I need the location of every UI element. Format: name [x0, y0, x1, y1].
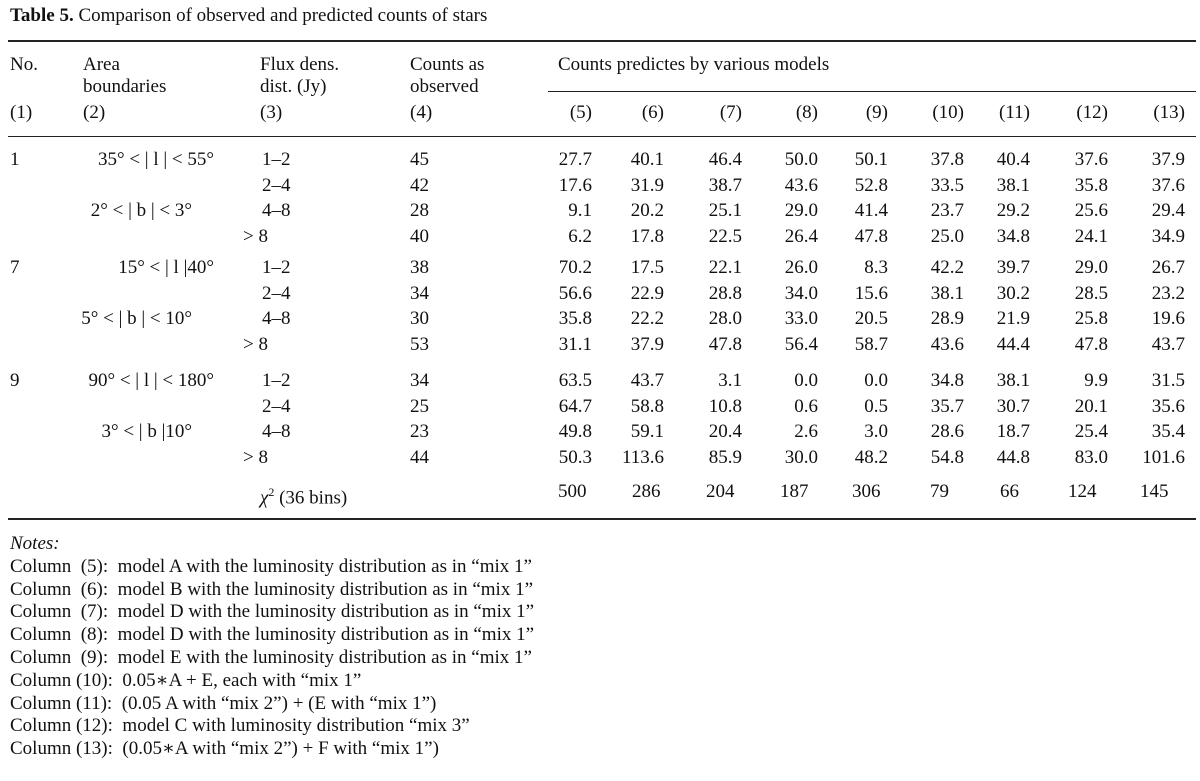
- predicted-count: 44.8: [996, 447, 1030, 468]
- notes-title: Notes:: [10, 533, 60, 554]
- predicted-count: 43.7: [630, 370, 664, 391]
- header-counts-line1: Counts as: [410, 54, 485, 75]
- flux-range: 4–8: [262, 421, 291, 442]
- flux-range: 2–4: [262, 175, 291, 196]
- chi-square-value: 187: [780, 481, 809, 502]
- chi-square-value: 500: [558, 481, 587, 502]
- chi-square-label: $\chi^2$ (36 bins): [260, 485, 348, 509]
- predicted-count: 6.2: [568, 226, 592, 247]
- predicted-count: 113.6: [621, 447, 664, 468]
- predicted-count: 30.2: [996, 283, 1030, 304]
- predicted-count: 54.8: [930, 447, 964, 468]
- predicted-count: 26.7: [1151, 257, 1185, 278]
- predicted-count: 2.6: [794, 421, 818, 442]
- column-number: (11): [999, 102, 1030, 123]
- predicted-count: 63.5: [558, 370, 592, 391]
- predicted-count: 22.2: [630, 308, 664, 329]
- note-line: Column (5): model A with the luminosity distribution as in “mix 1”: [10, 555, 532, 577]
- chi-square-value: 124: [1068, 481, 1097, 502]
- column-number: (13): [1153, 102, 1185, 123]
- predicted-count: 21.9: [996, 308, 1030, 329]
- column-number: (5): [569, 102, 592, 123]
- predicted-subrule: [548, 91, 1196, 92]
- predicted-count: 83.0: [1074, 447, 1108, 468]
- predicted-count: 50.0: [784, 149, 818, 170]
- predicted-count: 38.1: [996, 175, 1030, 196]
- observed-count: 44: [410, 447, 429, 468]
- predicted-count: 47.8: [854, 226, 888, 247]
- predicted-count: 35.8: [558, 308, 592, 329]
- group-number: 9: [10, 370, 20, 391]
- predicted-count: 50.1: [854, 149, 888, 170]
- predicted-count: 40.4: [996, 149, 1030, 170]
- column-number: (12): [1076, 102, 1108, 123]
- chi-square-value: 204: [706, 481, 735, 502]
- header-flux-line2: dist. (Jy): [260, 76, 327, 97]
- predicted-count: 28.0: [708, 308, 742, 329]
- observed-count: 34: [410, 370, 429, 391]
- predicted-count: 10.8: [708, 396, 742, 417]
- predicted-count: 3.1: [718, 370, 742, 391]
- predicted-count: 48.2: [854, 447, 888, 468]
- chi-square-value: 79: [930, 481, 949, 502]
- header-no: No.: [10, 54, 38, 75]
- predicted-count: 37.6: [1074, 149, 1108, 170]
- column-number: (6): [641, 102, 664, 123]
- predicted-count: 64.7: [558, 396, 592, 417]
- predicted-count: 0.6: [794, 396, 818, 417]
- chi-square-value: 66: [1000, 481, 1019, 502]
- predicted-count: 70.2: [558, 257, 592, 278]
- flux-range: 4–8: [262, 200, 291, 221]
- header-counts-line2: observed: [410, 76, 479, 97]
- predicted-count: 34.9: [1151, 226, 1185, 247]
- predicted-count: 23.7: [930, 200, 964, 221]
- note-line: Column (7): model D with the luminosity distribution as in “mix 1”: [10, 601, 535, 623]
- flux-range: > 8: [243, 226, 268, 247]
- observed-count: 40: [410, 226, 429, 247]
- predicted-count: 26.0: [784, 257, 818, 278]
- observed-count: 38: [410, 257, 429, 278]
- top-rule: [8, 40, 1196, 42]
- note-line: Column (9): model E with the luminosity distribution as in “mix 1”: [10, 646, 532, 668]
- predicted-count: 85.9: [708, 447, 742, 468]
- predicted-count: 34.8: [996, 226, 1030, 247]
- note-line: Column (8): model D with the luminosity distribution as in “mix 1”: [10, 624, 535, 646]
- predicted-count: 37.9: [630, 334, 664, 355]
- predicted-count: 20.1: [1074, 396, 1108, 417]
- predicted-count: 34.8: [930, 370, 964, 391]
- predicted-count: 35.4: [1151, 421, 1185, 442]
- predicted-count: 25.0: [930, 226, 964, 247]
- bottom-rule: [8, 518, 1196, 520]
- column-number: (4): [410, 102, 433, 123]
- observed-count: 23: [410, 421, 429, 442]
- header-area-line2: boundaries: [83, 76, 167, 97]
- header-flux-line1: Flux dens.: [260, 54, 340, 75]
- predicted-count: 26.4: [784, 226, 818, 247]
- predicted-count: 47.8: [1074, 334, 1108, 355]
- predicted-count: 20.4: [708, 421, 742, 442]
- predicted-count: 39.7: [996, 257, 1030, 278]
- notes-block: [10, 533, 534, 761]
- note-line: Column (11): (0.05 A with “mix 2”) + (E with “mix 1”): [10, 692, 437, 714]
- header-predicted: Counts predictes by various models: [558, 54, 830, 75]
- flux-range: 4–8: [262, 308, 291, 329]
- predicted-count: 0.0: [794, 370, 818, 391]
- header-rule: [8, 136, 1196, 137]
- predicted-count: 22.9: [630, 283, 664, 304]
- observed-count: 30: [410, 308, 429, 329]
- header-area-line1: Area: [83, 54, 120, 75]
- predicted-count: 31.1: [558, 334, 592, 355]
- predicted-count: 33.5: [930, 175, 964, 196]
- predicted-count: 25.1: [708, 200, 742, 221]
- column-number: (1): [10, 102, 33, 123]
- predicted-count: 37.8: [930, 149, 964, 170]
- predicted-count: 47.8: [708, 334, 742, 355]
- observed-count: 28: [410, 200, 429, 221]
- predicted-count: 20.2: [630, 200, 664, 221]
- area-l-boundary: 35° < | l | < 55°: [97, 149, 214, 170]
- predicted-count: 59.1: [630, 421, 664, 442]
- predicted-count: 25.8: [1074, 308, 1108, 329]
- column-number: (3): [260, 102, 283, 123]
- predicted-count: 35.6: [1151, 396, 1185, 417]
- predicted-count: 25.6: [1074, 200, 1108, 221]
- predicted-count: 24.1: [1074, 226, 1108, 247]
- predicted-count: 23.2: [1151, 283, 1185, 304]
- note-line: Column (12): model C with luminosity distribution “mix 3”: [10, 715, 470, 737]
- predicted-count: 41.4: [854, 200, 888, 221]
- area-b-boundary: 5° < | b | < 10°: [81, 308, 192, 330]
- predicted-count: 38.1: [930, 283, 964, 304]
- predicted-count: 50.3: [558, 447, 592, 468]
- predicted-count: 28.9: [930, 308, 964, 329]
- predicted-count: 29.0: [1074, 257, 1108, 278]
- predicted-count: 30.7: [996, 396, 1030, 417]
- notes-lines: [10, 556, 534, 761]
- predicted-count: 17.8: [630, 226, 664, 247]
- predicted-count: 34.0: [784, 283, 818, 304]
- predicted-count: 56.4: [784, 334, 818, 355]
- predicted-count: 28.6: [930, 421, 964, 442]
- predicted-count: 49.8: [558, 421, 592, 442]
- observed-count: 34: [410, 283, 429, 304]
- note-line: Column (10): 0.05∗A + E, each with “mix 1”: [10, 669, 362, 691]
- predicted-count: 37.6: [1151, 175, 1185, 196]
- table-caption-label: Table 5.: [10, 5, 74, 26]
- predicted-count: 29.2: [996, 200, 1030, 221]
- predicted-count: 58.8: [630, 396, 664, 417]
- observed-count: 45: [410, 149, 429, 170]
- group-number: 1: [10, 149, 20, 170]
- column-number: (10): [932, 102, 964, 123]
- predicted-count: 38.7: [708, 175, 742, 196]
- group-number: 7: [10, 257, 20, 278]
- column-number: (9): [865, 102, 888, 123]
- predicted-count: 17.5: [630, 257, 664, 278]
- flux-range: 1–2: [262, 370, 291, 391]
- predicted-count: 38.1: [996, 370, 1030, 391]
- column-number: (2): [83, 102, 106, 123]
- flux-range: 2–4: [262, 283, 291, 304]
- predicted-count: 31.9: [630, 175, 664, 196]
- area-l-boundary: 15° < | l |40°: [118, 257, 214, 278]
- predicted-count: 37.9: [1151, 149, 1185, 170]
- note-line: Column (6): model B with the luminosity distribution as in “mix 1”: [10, 578, 534, 600]
- chi-square-value: 286: [632, 481, 661, 502]
- predicted-count: 9.1: [568, 200, 592, 221]
- predicted-count: 8.3: [864, 257, 888, 278]
- flux-range: > 8: [243, 334, 268, 355]
- column-number: (7): [719, 102, 742, 123]
- predicted-count: 43.6: [784, 175, 818, 196]
- flux-range: 1–2: [262, 257, 291, 278]
- observed-count: 25: [410, 396, 429, 417]
- predicted-count: 0.5: [864, 396, 888, 417]
- flux-range: > 8: [243, 447, 268, 468]
- observed-count: 42: [410, 175, 429, 196]
- predicted-count: 28.8: [708, 283, 742, 304]
- predicted-count: 22.5: [708, 226, 742, 247]
- predicted-count: 35.8: [1074, 175, 1108, 196]
- predicted-count: 43.7: [1151, 334, 1185, 355]
- area-b-boundary: 2° < | b | < 3°: [90, 200, 192, 222]
- predicted-count: 44.4: [996, 334, 1030, 355]
- predicted-count: 29.0: [784, 200, 818, 221]
- predicted-count: 19.6: [1151, 308, 1185, 329]
- predicted-count: 25.4: [1074, 421, 1108, 442]
- note-line: Column (13): (0.05∗A with “mix 2”) + F with “mix 1”): [10, 738, 439, 760]
- area-l-boundary: 90° < | l | < 180°: [88, 370, 214, 391]
- chi-square-value: 145: [1140, 481, 1169, 502]
- predicted-count: 15.6: [854, 283, 888, 304]
- predicted-count: 3.0: [864, 421, 888, 442]
- predicted-count: 20.5: [854, 308, 888, 329]
- column-number: (8): [795, 102, 818, 123]
- predicted-count: 18.7: [996, 421, 1030, 442]
- area-b-boundary: 3° < | b |10°: [101, 421, 192, 443]
- predicted-count: 101.6: [1142, 447, 1185, 468]
- predicted-count: 43.6: [930, 334, 964, 355]
- flux-range: 2–4: [262, 396, 291, 417]
- predicted-count: 9.9: [1084, 370, 1108, 391]
- predicted-count: 31.5: [1151, 370, 1185, 391]
- predicted-count: 29.4: [1151, 200, 1185, 221]
- flux-range: 1–2: [262, 149, 291, 170]
- predicted-count: 58.7: [854, 334, 888, 355]
- chi-square-value: 306: [852, 481, 881, 502]
- predicted-count: 30.0: [784, 447, 818, 468]
- predicted-count: 46.4: [708, 149, 742, 170]
- predicted-count: 35.7: [930, 396, 964, 417]
- predicted-count: 42.2: [930, 257, 964, 278]
- table-caption: [10, 5, 487, 27]
- predicted-count: 0.0: [864, 370, 888, 391]
- predicted-count: 56.6: [558, 283, 592, 304]
- predicted-count: 28.5: [1074, 283, 1108, 304]
- table-caption-text: Comparison of observed and predicted counts of stars: [78, 5, 488, 26]
- predicted-count: 17.6: [558, 175, 592, 196]
- predicted-count: 22.1: [708, 257, 742, 278]
- predicted-count: 40.1: [630, 149, 664, 170]
- predicted-count: 33.0: [784, 308, 818, 329]
- predicted-count: 52.8: [854, 175, 888, 196]
- observed-count: 53: [410, 334, 429, 355]
- predicted-count: 27.7: [558, 149, 592, 170]
